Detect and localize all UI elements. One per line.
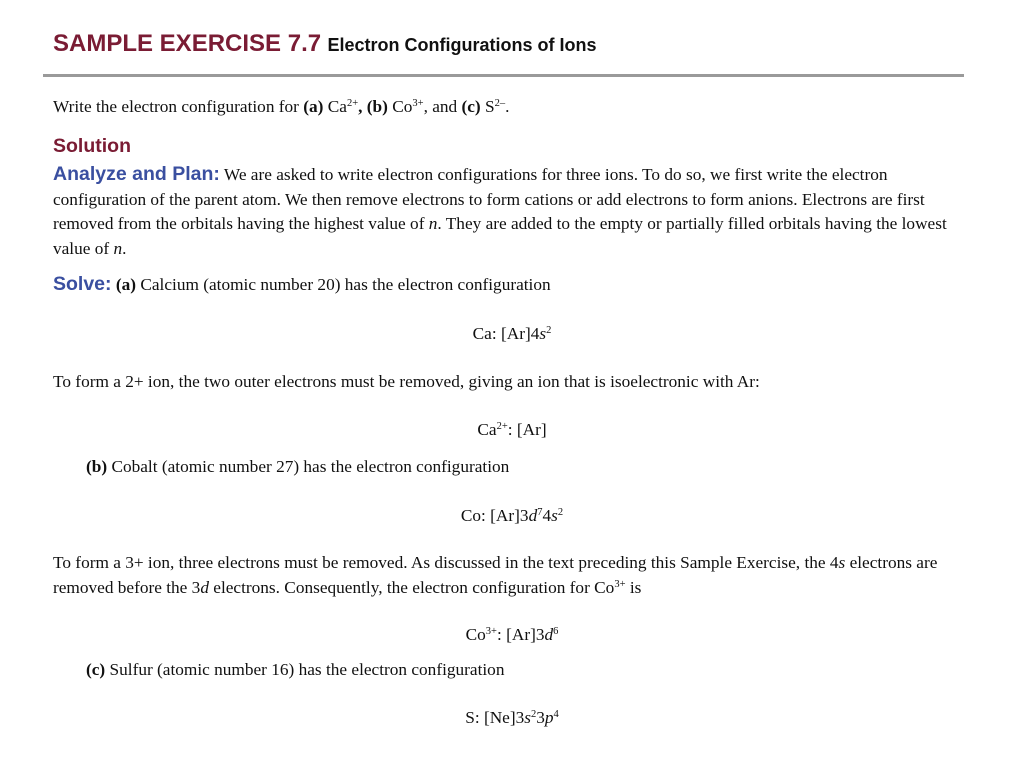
solve-part-c: (c) Sulfur (atomic number 16) has the electron configuration <box>86 660 505 679</box>
ca-configuration: Ca: $[Ar]4s^2$ <box>472 324 552 343</box>
ca-ion-explanation: To form a 2+ ion, the two outer electrons must be removed, giving an ion that is isoelectronic with Ar: <box>53 372 760 391</box>
solve-part-a: Solve: (a) Calcium (atomic number 20) has the electron configuration <box>53 273 551 295</box>
co-configuration: Co: $[Ar]3d^74s^2$ <box>460 506 564 525</box>
analyze-and-plan-paragraph: Analyze and Plan: We are asked to write electron configurations for three ions. To do so, we first write the electron configuration of the parent atom. We then remove electrons to form cations or add electrons to form anions. Electrons are first removed from the orbitals having the highest value of n. They are added to the empty or partially filled orbitals having the lowest value of n. <box>53 163 947 258</box>
solve-label: Solve: <box>53 273 112 295</box>
exercise-subtitle: Electron Configurations of Ions <box>327 35 597 55</box>
exercise-title: SAMPLE EXERCISE 7.7 <box>53 30 322 57</box>
solve-part-b: (b) Cobalt (atomic number 27) has the electron configuration <box>86 457 510 476</box>
analyze-and-plan-label: Analyze and Plan: <box>53 163 220 185</box>
s-configuration: S: $[Ne]3s^23p^4$ <box>465 708 559 727</box>
co-ion-configuration: $Co^{3+}$: $[Ar]3d^6$ <box>465 625 559 644</box>
header-divider <box>43 74 964 77</box>
slide-header <box>53 30 597 58</box>
solution-heading: Solution <box>53 135 131 157</box>
ca-ion-configuration: $Ca^{2+}$: [Ar] <box>477 420 547 439</box>
question-text: Write the electron configuration for (a) $Ca^{2+}$, (b) $Co^{3+}$, and (c) $S^{2-}$. <box>53 97 510 116</box>
co-ion-explanation: To form a 3+ ion, three electrons must be removed. As discussed in the text preceding this Sample Exercise, the 4s electrons are removed before the 3d electrons. Consequently, the electron configuration for $Co^{3+}$ is <box>53 553 938 597</box>
